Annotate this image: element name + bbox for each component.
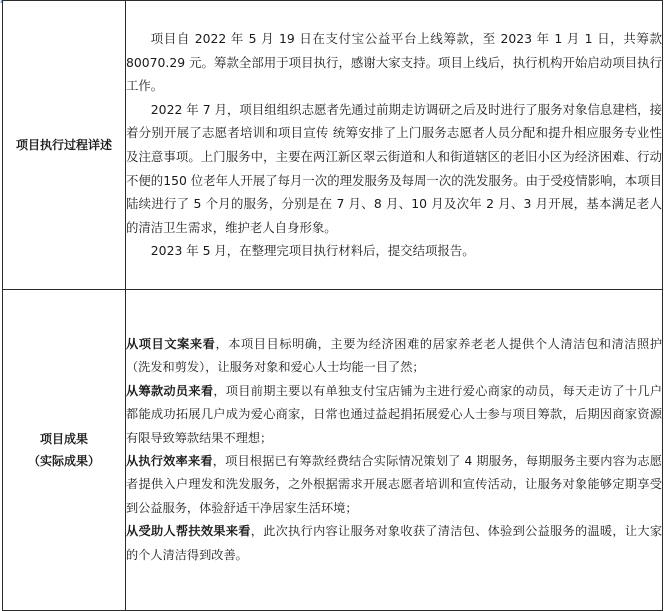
execution-paragraph-1: 项目自 2022 年 5 月 19 日在支付宝公益平台上线筹款，至 2023 年 1 月 1 日，共筹款 80070.29 元。筹款全部用于项目执行，感谢大家支持。项目上线后，执行机构开始启动项目执行工作。 xyxy=(126,31,662,94)
result-item-4-text: ，此次执行内容让服务对象收获了清洁包、体验到公益服务的温暖，让大家的个人清洁得到改善。 xyxy=(126,524,663,562)
result-item-1-lead: 从项目文案来看 xyxy=(126,336,216,351)
execution-paragraph-3: 2023 年 5 月，在整理完项目执行材料后，提交结项报告。 xyxy=(150,243,475,259)
result-item-2-lead: 从筹款动员来看 xyxy=(126,383,214,398)
result-item-4-lead: 从受助人帮扶效果来看 xyxy=(126,524,251,539)
results-details-cell xyxy=(126,290,663,611)
row-label-results xyxy=(3,290,126,611)
execution-details-cell xyxy=(126,1,663,290)
results-label-line1: 项目成果 xyxy=(39,432,88,446)
result-item-3-text: ，项目根据已有筹款经费结合实际情况策划了 4 期服务，每期服务主要内容为志愿者提供入户理发和洗发服务，之外根据需求开展志愿者培训和宣传活动，让服务对象能够定期享受到公益服务，体验舒适干净居家生活环境； xyxy=(126,454,662,515)
execution-paragraph-2: 2022 年 7 月，项目组组织志愿者先通过前期走访调研之后及时进行了服务对象信息建档，接着分别开展了志愿者培训和项目宣传 统筹安排了上门服务志愿者人员分配和提升相应服务专业性及注意事项。上门服务中，主要在两江新区翠云街道和人和街道辖区的老旧小区为经济困难、行动不便的150 位老年人开展了每月一次的理发服务及每周一次的洗发服务。由于受疫情影响，本项目陆续进行了 5 个月的服务，分别是在 7 月、8 月、10 月及次年 2 月、3 月开展，基本满足老人的清洁卫生需求，维护老人自身形象。 xyxy=(126,101,662,235)
results-label-line2: （实际成果） xyxy=(27,454,100,468)
result-item-1 xyxy=(126,333,662,380)
row-label-execution: 项目执行过程详述 xyxy=(3,1,126,290)
result-item-2 xyxy=(126,380,662,450)
result-item-3 xyxy=(126,450,662,520)
result-item-2-text: ，项目前期主要以有单独支付宝店铺为主进行爱心商家的动员，每天走访了十几户都能成功拓展几户成为爱心商家，日常也通过益起捐拓展爱心人士参与项目筹款，后期因商家资源有限导致筹款结果不理想； xyxy=(126,383,663,445)
corner-marker: * xyxy=(0,0,4,7)
project-report-table xyxy=(2,0,663,611)
result-item-4 xyxy=(126,520,662,567)
result-item-1-text: ，本项目目标明确，主要为经济困难的居家养老老人提供个人清洁包和清洁照护（洗发和剪发），让服务对象和爱心人士均能一目了然； xyxy=(126,336,663,375)
result-item-3-lead: 从执行效率来看 xyxy=(126,454,213,468)
table-row-results xyxy=(3,290,663,611)
table-row-execution xyxy=(3,1,663,290)
